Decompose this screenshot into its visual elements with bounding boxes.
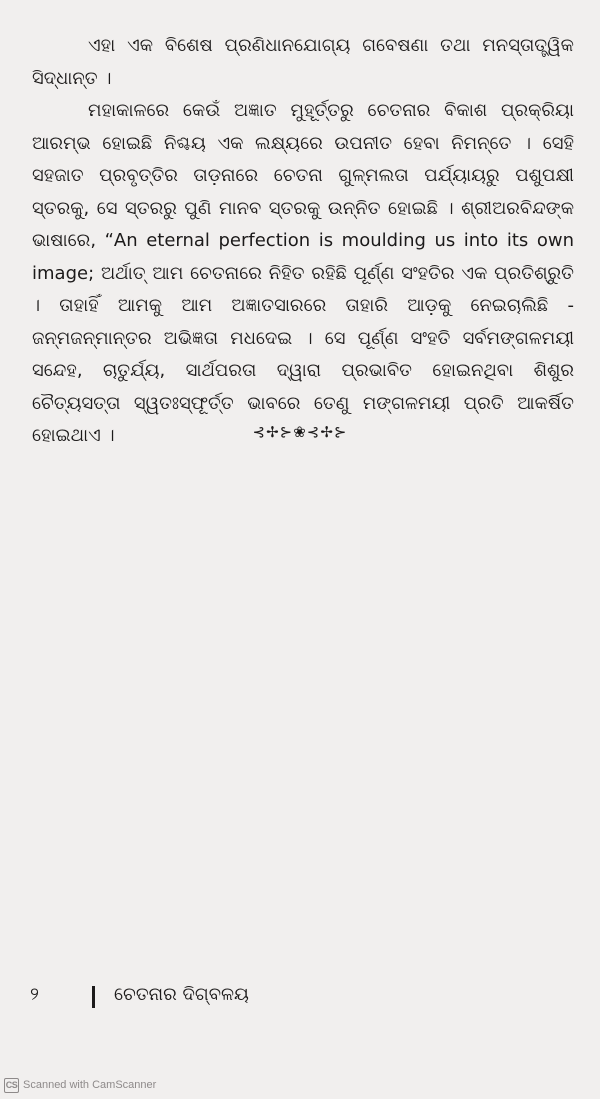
scanner-watermark (4, 1076, 156, 1094)
book-title: ଚେତନାର ଦିଗ୍‌ବଳୟ (114, 984, 249, 1005)
body-paragraph-1: ଏହା ଏକ ବିଶେଷ ପ୍ରଣିଧାନଯୋଗ୍ୟ ଗବେଷଣା ତଥା ମନସ୍ତାତ୍ତ୍ୱିକ ସିଦ୍ଧାନ୍ତ । (32, 35, 574, 89)
body-paragraph-2: ମହାକାଳରେ କେଉଁ ଅଜ୍ଞାତ ମୁହୂର୍ତ୍ତରୁ ଚେତନାର ବିକାଶ ପ୍ରକ୍ରିୟା ଆରମ୍ଭ ହୋଇଛି ନିଶ୍ଚୟ ଏକ ଲକ୍ଷ୍ୟରେ ଉପନୀତ ହେବା ନିମନ୍ତେ । ସେହି ସହଜାତ ପ୍ରବୃତ୍ତିର ତାଡ଼ନାରେ ଚେତନା ଗୁଳ୍ମଲତା ପର୍ଯ୍ୟାୟରୁ ପଶୁପକ୍ଷୀ ସ୍ତରକୁ, ସେ ସ୍ତରରୁ ପୁଣି ମାନବ ସ୍ତରକୁ ଉନ୍ନିତ ହୋଇଛି । ଶ୍ରୀଅରବିନ୍ଦଙ୍କ ଭାଷାରେ, “An eternal perfection is moulding us into its own image; ଅର୍ଥାତ୍ ଆମ ଚେତନାରେ ନିହିତ ରହିଛି ପୂର୍ଣ୍ଣ ସଂହତିର ଏକ ପ୍ରତିଶ୍ରୁତି । ତାହାହିଁ ଆମକୁ ଆମ ଅଜ୍ଞାତସାରରେ ତାହାରି ଆଡ଼କୁ ନେଇଚାଲିଛି - ଜନ୍ମଜନ୍ମାନ୍ତର ଅଭିଜ୍ଞତା ମଧଦେଇ । ସେ ପୂର୍ଣ୍ଣ ସଂହତି ସର୍ବମଙ୍ଗଳମୟୀ ସନ୍ଦେହ, ଚାତୁର୍ଯ୍ୟ, ସାର୍ଥପରତା ଦ୍ୱାରା ପ୍ରଭାବିତ ହୋଇନଥିବା ଶିଶୁର ଚୈତ୍ୟସତ୍ତା ସ୍ୱତଃସ୍ଫୂର୍ତ୍ତ ଭାବରେ ତେଣୁ ମଙ୍ଗଳମୟୀ ପ୍ରତି ଆକର୍ଷିତ ହୋଇଥାଏ । (32, 100, 574, 446)
section-ornament: ⊰✢⊱❀⊰✢⊱ (252, 423, 348, 441)
page-body (32, 30, 574, 453)
scanner-label: Scanned with CamScanner (23, 1079, 157, 1091)
camscanner-logo-icon: CS (4, 1078, 19, 1093)
footer-divider (92, 986, 95, 1008)
page-footer (30, 984, 570, 1014)
page-number: ୨ (30, 984, 39, 1005)
